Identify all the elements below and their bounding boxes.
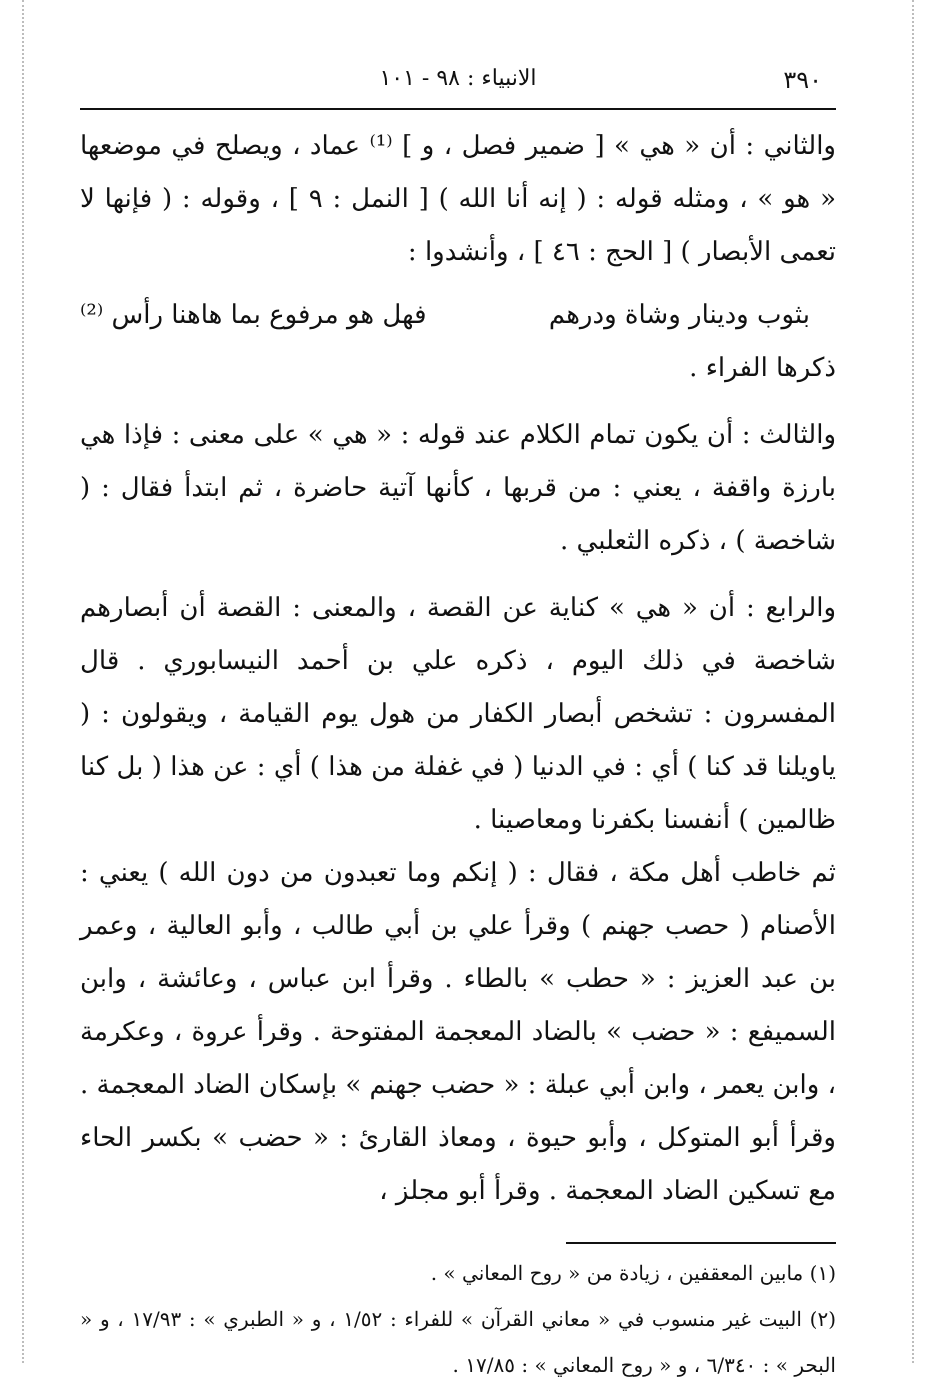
paragraph-third-view: والثالث : أن يكون تمام الكلام عند قوله : « هي » على معنى : فإذا هي بارزة واقفة ، يعني : من قربها ، كأنها آتية حاضرة ، ثم ابتدأ فقال : ( شاخصة ) ، ذكره الثعلبي . bbox=[80, 420, 836, 556]
verse-first-hemistich: بثوب ودينار وشاة ودرهم bbox=[548, 300, 810, 330]
book-page bbox=[80, 56, 836, 1388]
main-text-continued bbox=[80, 342, 836, 1218]
paragraph-readings: ثم خاطب أهل مكة ، فقال : ( إنكم وما تعبدون من دون الله ) يعني : الأصنام ( حصب جهنم ) وقرأ علي بن أبي طالب ، وأبو العالية ، وعمر بن عبد العزيز : « حطب » بالطاء . وقرأ ابن عباس ، وعائشة ، وابن السميفع : « حضب » بالضاد المعجمة المفتوحة . وقرأ عروة ، وعكرمة ، وابن يعمر ، وابن أبي عبلة : « حضب جهنم » بإسكان الضاد المعجمة . وقرأ أبو المتوكل ، وأبو حيوة ، ومعاذ القارئ : « حضب » بكسر الحاء مع تسكين الضاد المعجمة . وقرأ أبو مجلز ، bbox=[80, 858, 836, 1206]
running-head: الانبياء : ٩٨ - ١٠١ bbox=[379, 66, 537, 91]
paragraph-attribution: ذكرها الفراء . bbox=[689, 353, 836, 383]
main-text bbox=[80, 120, 836, 279]
verse-second-hemistich: فهل هو مرفوع بما هاهنا رأس ⁽²⁾ bbox=[80, 300, 427, 330]
right-margin-dots bbox=[912, 0, 914, 1363]
footnote-divider bbox=[566, 1242, 836, 1244]
footnotes bbox=[80, 1250, 836, 1388]
left-margin-dots bbox=[22, 0, 24, 1363]
poetry-verse bbox=[80, 289, 836, 342]
page-number: ٣٩٠ bbox=[783, 66, 822, 94]
paragraph-second-view: والثاني : أن « هي » [ ضمير فصل ، و ] ⁽¹⁾ عماد ، ويصلح في موضعها « هو » ، ومثله قوله : ( إنه أنا الله ) [ النمل : ٩ ] ، وقوله : ( فإنها لا تعمى الأبصار ) [ الحج : ٤٦ ] ، وأنشدوا : bbox=[80, 131, 836, 267]
footnote-1: (١) مابين المعقفين ، زيادة من « روح المعاني » . bbox=[430, 1261, 836, 1285]
footnote-2: (٢) البيت غير منسوب في « معاني القرآن » للفراء : ١/٥٢ ، و « الطبري » : ١٧/٩٣ ، و « البحر » : ٦/٣٤٠ ، و « روح المعاني » : ١٧/٨٥ . bbox=[80, 1307, 837, 1377]
paragraph-fourth-view: والرابع : أن « هي » كناية عن القصة ، والمعنى : القصة أن أبصارهم شاخصة في ذلك اليوم ، ذكره علي بن أحمد النيسابوري . قال المفسرون : تشخص أبصار الكفار من هول يوم القيامة ، ويقولون : ( ياويلنا قد كنا ) أي : في الدنيا ( في غفلة من هذا ) أي : عن هذا ( بل كنا ظالمين ) أنفسنا بكفرنا ومعاصينا . bbox=[80, 593, 836, 835]
page-header bbox=[80, 56, 836, 110]
